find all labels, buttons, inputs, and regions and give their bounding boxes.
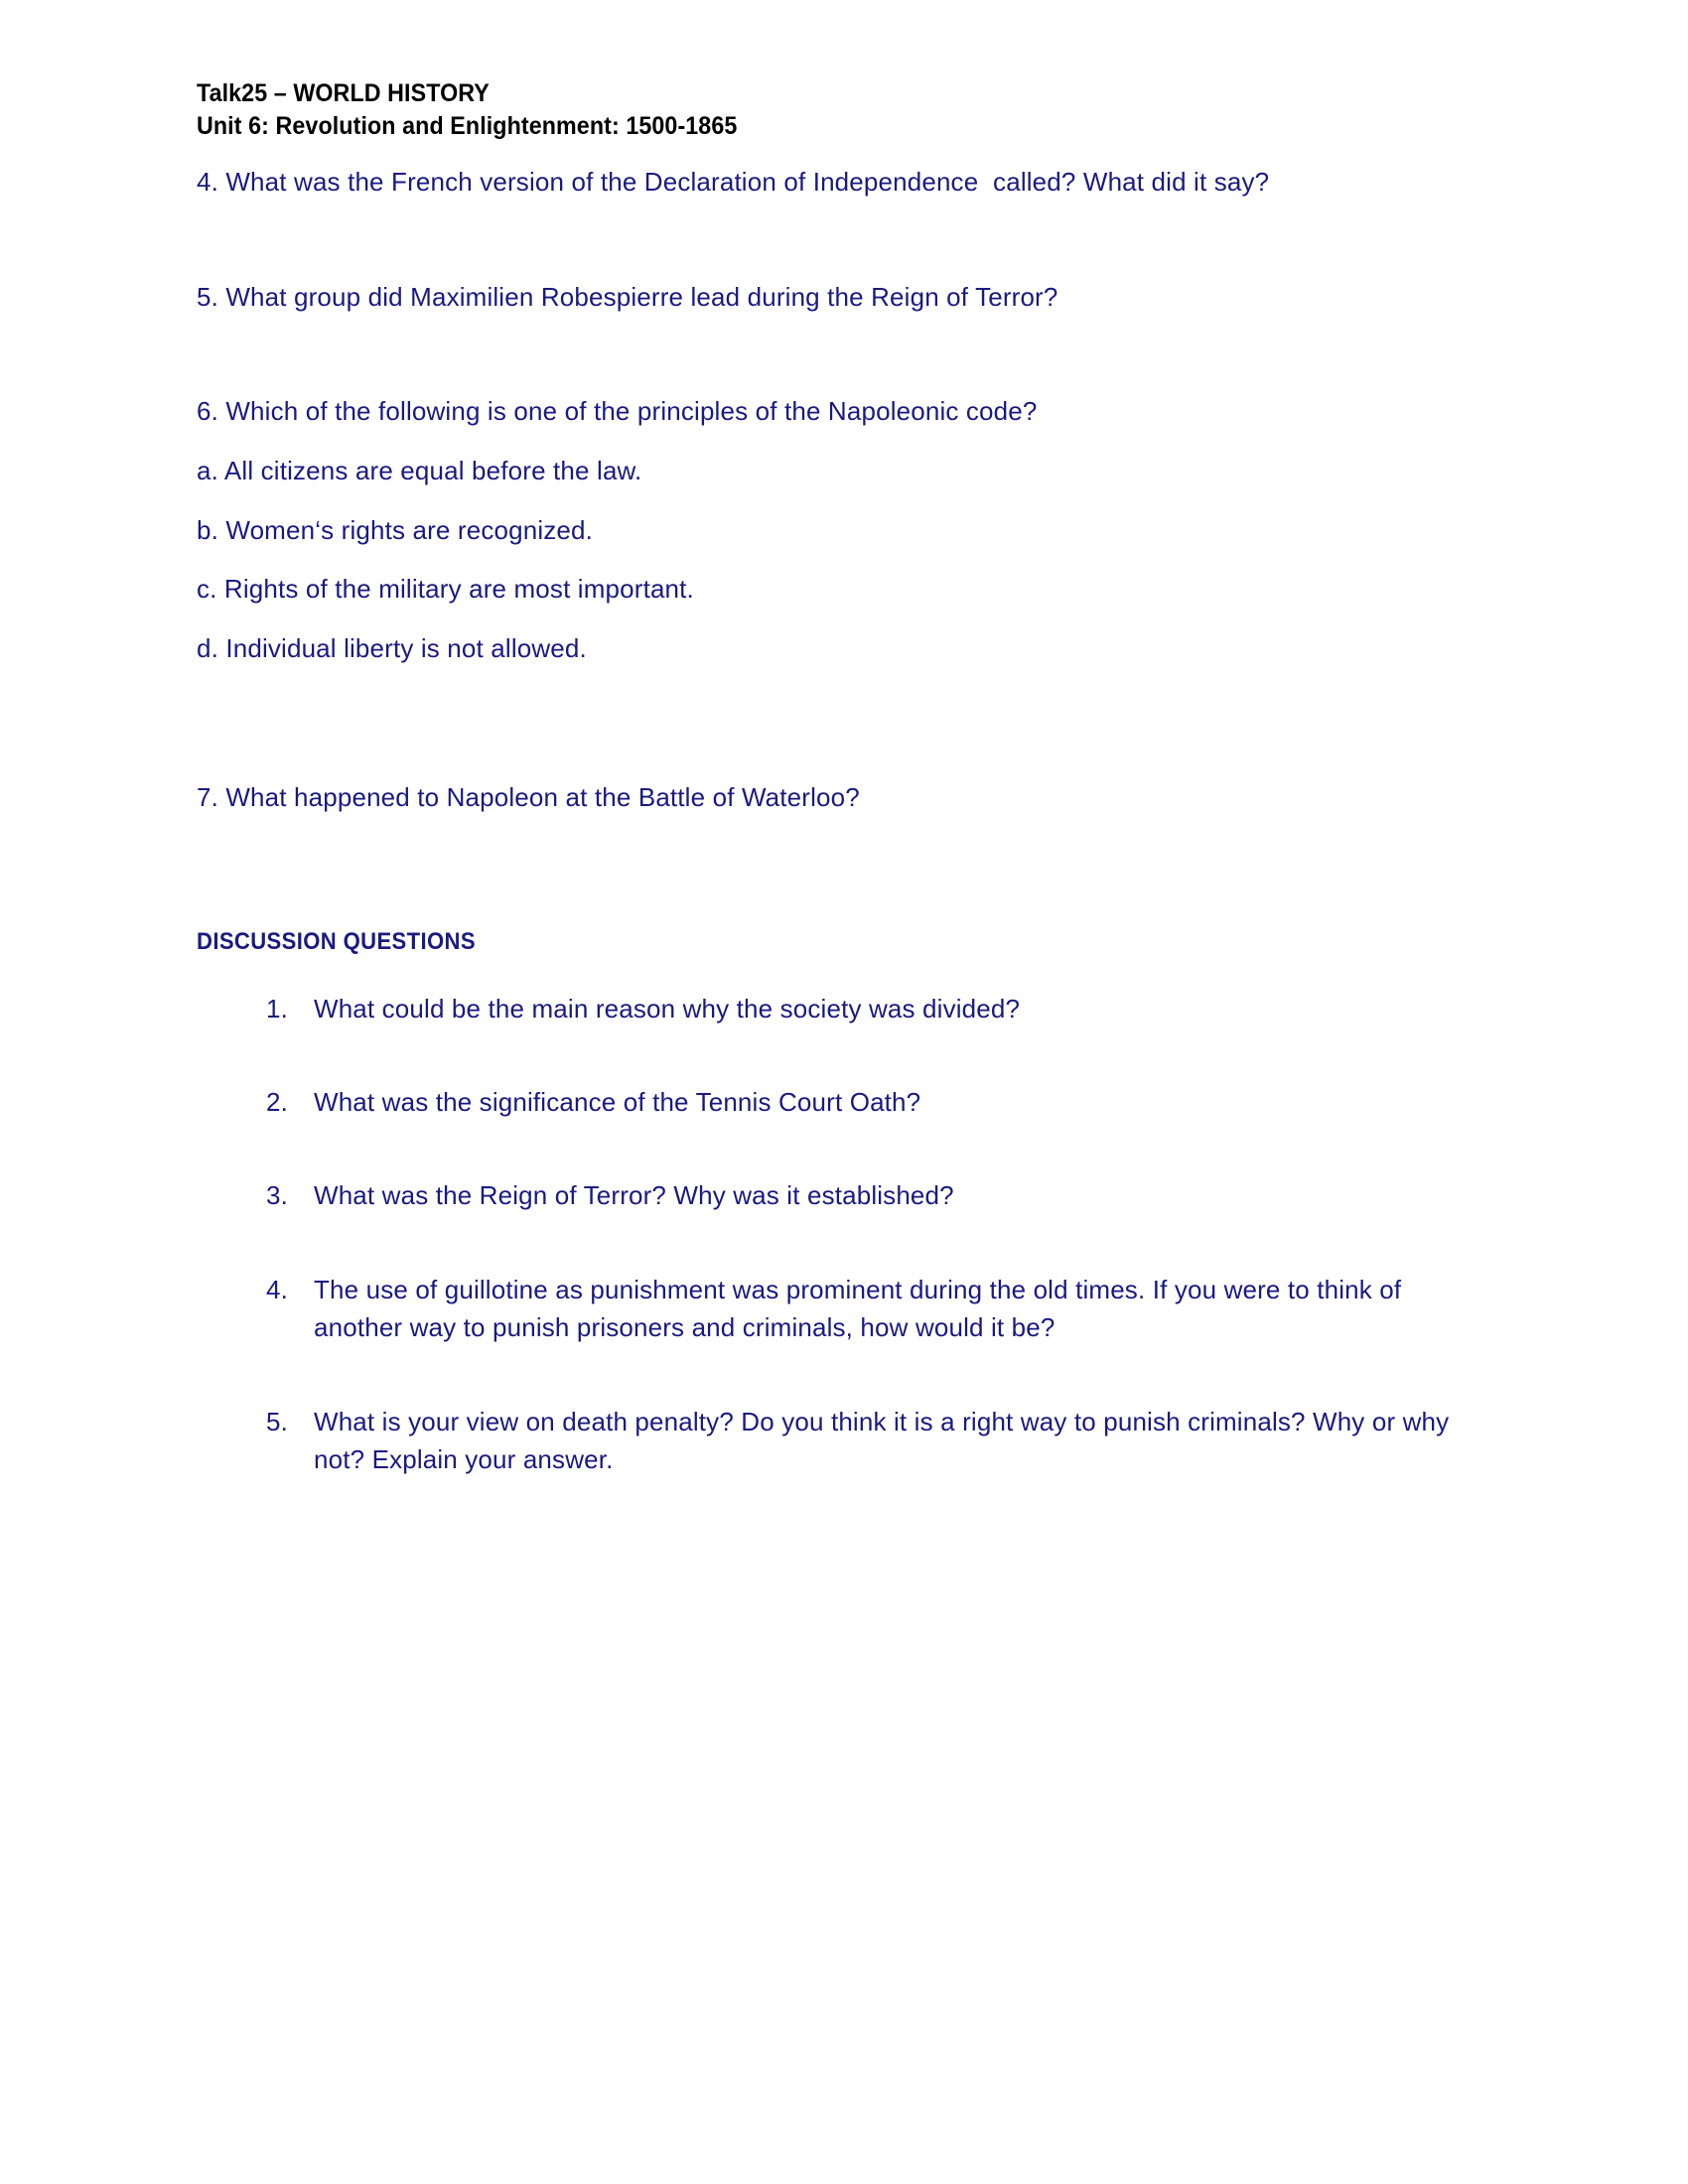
question-6-option-b: b. Women‘s rights are recognized.	[197, 514, 593, 545]
list-item	[236, 1176, 1476, 1214]
list-item-label: What could be the main reason why the society was divided?	[314, 993, 1021, 1024]
spacer-disc-3-4	[197, 1215, 1539, 1271]
list-item-number: 4.	[266, 1274, 288, 1304]
list-item-label: What was the significance of the Tennis Court Oath?	[314, 1086, 921, 1117]
spacer-disc-4-5	[197, 1347, 1539, 1403]
list-item-label: What is your view on death penalty? Do you think it is a right way to punish criminals? Why or why not? Explain your answer.	[314, 1406, 1450, 1475]
list-item-label: The use of guillotine as punishment was prominent during the old times. If you were to think of another way to punish prisoners and criminals, how would it be?	[314, 1274, 1402, 1343]
spacer-after-discussion-heading	[197, 956, 1539, 990]
discussion-questions-list	[197, 990, 1539, 1479]
question-7: 7. What happened to Napoleon at the Battle of Waterloo?	[197, 781, 860, 812]
spacer-option-c-d	[197, 609, 1539, 630]
question-6-option-a: a. All citizens are equal before the law.	[197, 456, 642, 486]
spacer-after-q4	[197, 202, 1539, 279]
spacer-after-options	[197, 668, 1539, 779]
spacer-disc-1-2	[197, 1027, 1539, 1083]
spacer-option-b-c	[197, 549, 1539, 571]
spacer-after-q5	[197, 316, 1539, 393]
list-item-label: What was the Reign of Terror? Why was it established?	[314, 1180, 954, 1211]
list-item	[236, 1271, 1476, 1347]
spacer-option-a-b	[197, 490, 1539, 512]
spacer-before-discussion	[197, 817, 1539, 928]
question-5: 5. What group did Maximilien Robespierre lead during the Reign of Terror?	[197, 281, 1058, 312]
question-6-option-c: c. Rights of the military are most important.	[197, 574, 694, 605]
list-item-number: 5.	[266, 1406, 288, 1436]
question-4: 4. What was the French version of the Declaration of Independence called? What did it say?	[197, 167, 1270, 197]
discussion-questions-heading: DISCUSSION QUESTIONS	[197, 927, 476, 955]
spacer-disc-2-3	[197, 1121, 1539, 1176]
question-6: 6. Which of the following is one of the principles of the Napoleonic code?	[197, 396, 1038, 427]
list-item-number: 1.	[266, 993, 288, 1024]
list-item	[236, 1083, 1476, 1121]
header-line-unit: Unit 6: Revolution and Enlightenment: 1500-1865	[197, 111, 738, 140]
document-header	[197, 77, 1445, 142]
list-item	[236, 1403, 1476, 1479]
question-6-option-d: d. Individual liberty is not allowed.	[197, 633, 587, 664]
list-item	[236, 990, 1476, 1027]
header-line-course: Talk25 – WORLD HISTORY	[197, 79, 490, 107]
spacer-before-options	[197, 431, 1539, 453]
list-item-number: 2.	[266, 1086, 288, 1117]
list-item-number: 3.	[266, 1180, 288, 1211]
